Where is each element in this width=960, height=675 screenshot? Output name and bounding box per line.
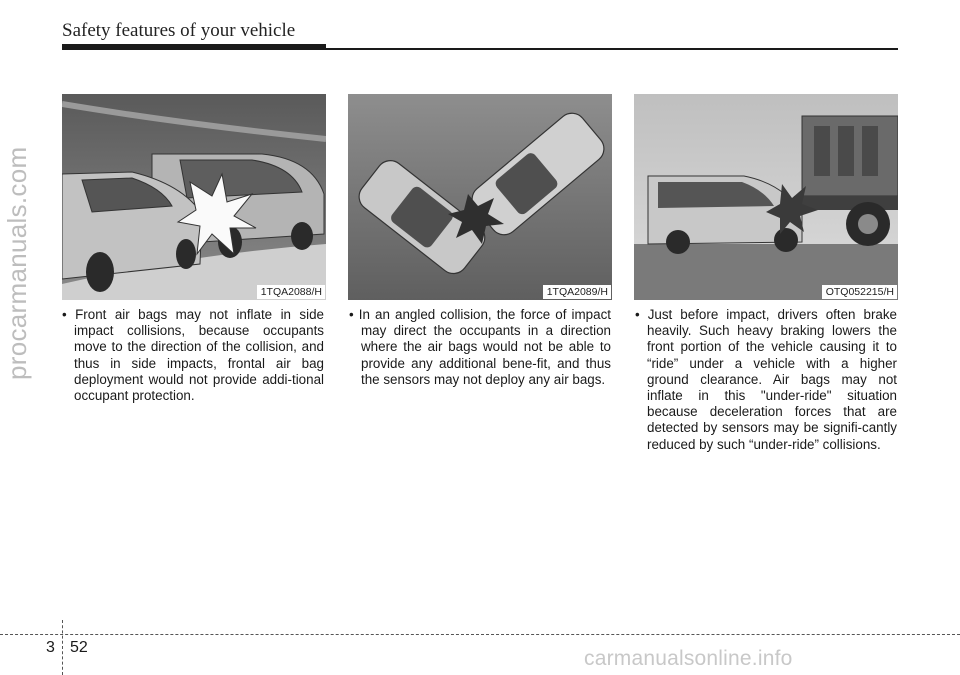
figure-code: 1TQA2089/H <box>543 285 611 299</box>
footer-divider <box>62 620 63 675</box>
footer-rule <box>0 634 960 635</box>
header-rule-thin <box>326 48 898 50</box>
figure-code: 1TQA2088/H <box>257 285 325 299</box>
paragraph-under-ride: • Just before impact, drivers often brake heavily. Such heavy braking lowers the front portion of the vehicle causing it to “ride” under a vehicle with a higher ground clearance. Air bags may not inflate in this "under-ride" situation because deceleration forces that are detected by sensors may be signifi-cantly reduced by such “under-ride” collisions. <box>635 307 897 452</box>
bottom-watermark: carmanualsonline.info <box>584 647 793 670</box>
figure-under-ride <box>634 94 898 300</box>
figure-side-impact <box>62 94 326 300</box>
header-rule-thick <box>62 44 326 50</box>
paragraph-side-impact: • Front air bags may not inflate in side impact collisions, because occupants move to the direction of the collision, and thus in side impacts, frontal air bag deployment would not provide addi-tional occupant protection. <box>62 307 324 404</box>
page-header-title: Safety features of your vehicle <box>62 20 296 41</box>
angled-collision-illustration <box>348 94 612 300</box>
paragraph-angled-collision: • In an angled collision, the force of impact may direct the occupants in a direction where the air bags would not be able to provide any additional bene-fit, and thus the sensors may not deploy any air bags. <box>349 307 611 387</box>
figure-angled-collision <box>348 94 612 300</box>
figure-code: OTQ052215/H <box>822 285 897 299</box>
chapter-number: 3 <box>46 639 55 656</box>
page-number: 52 <box>70 639 88 656</box>
under-ride-illustration <box>634 94 898 300</box>
side-impact-illustration <box>62 94 326 300</box>
